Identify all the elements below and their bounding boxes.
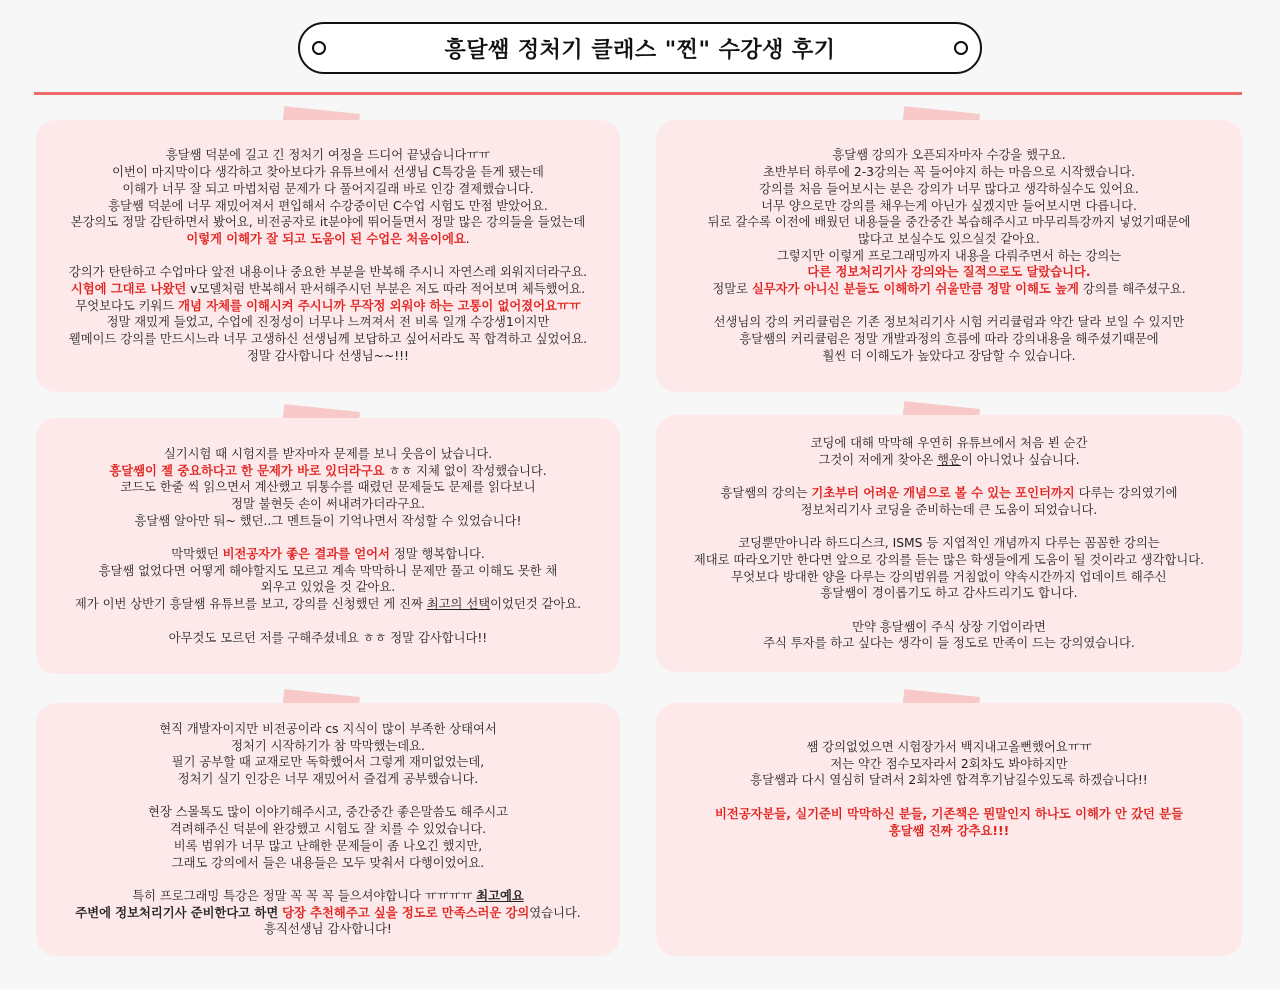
review-text: v모델처럼 반복해서 판서해주시던 부분은 저도 따라 적어보며 체득했어요. <box>186 282 586 297</box>
review-text: 강의가 탄탄하고 수업마다 앞전 내용이나 중요한 부분을 반복해 주시니 자연스레 외워지더라구요. <box>68 265 588 280</box>
highlight-text: 다른 정보처리기사 강의와는 질적으로도 달랐습니다. <box>807 265 1091 280</box>
review-line <box>108 198 548 215</box>
review-text: 정말 재밌게 들었고, 수업에 진정성이 너무나 느껴져서 전 비록 일개 수강생1이지만 <box>106 315 550 330</box>
review-line <box>852 619 1046 636</box>
review-line <box>166 147 490 164</box>
review-line <box>261 579 395 596</box>
review-line <box>763 635 1135 652</box>
review-line <box>832 147 1065 164</box>
review-line <box>811 435 1088 452</box>
review-line <box>135 513 522 530</box>
review-text: 정말 불현듯 손이 써내려가더라구요. <box>231 496 425 511</box>
review-text: 흥달쌤과 다시 열심히 달려서 2회차엔 합격후기남길수있도록 하겠습니다!! <box>750 773 1148 788</box>
review-line <box>171 546 485 563</box>
review-text: 웰메이드 강의를 만드시느라 너무 고생하신 선생님께 보답하고 싶어서라도 꼭 합격하고 싶었어요. <box>68 332 588 347</box>
review-line <box>69 264 587 281</box>
highlight-text: 비전공자분들, 실기준비 막막하신 분들, 기존책은 뭔말인지 하나도 이해가 안 갔던 분들 <box>715 806 1183 821</box>
review-text: 강의를 해주셨구요. <box>1078 282 1186 297</box>
review-text: 만약 흥달쌤이 주식 상장 기업이라면 <box>852 619 1046 634</box>
review-line <box>120 479 535 496</box>
review-card <box>36 120 620 392</box>
review-line <box>777 248 1121 265</box>
review-line <box>807 739 1092 756</box>
review-text: 정말 행복합니다. <box>389 547 485 561</box>
review-line <box>172 855 484 872</box>
review-text: 특히 프로그래밍 특강은 정말 꼭 꼭 꼭 들으셔야합니다 ㅠㅠㅠㅠ <box>132 888 477 903</box>
review-text: 정말 감사합니다 선생님~~!!! <box>246 348 409 363</box>
review-line <box>71 214 586 231</box>
title-banner <box>298 22 982 74</box>
review-line <box>231 738 425 755</box>
review-line <box>174 838 482 855</box>
review-line <box>148 804 508 821</box>
review-line <box>71 281 585 298</box>
review-text: 제가 이번 상반기 흥달쌤 유튜브를 보고, 강의를 신청했던 게 진짜 <box>74 597 427 612</box>
review-text: 코딩에 대해 막막해 우연히 유튜브에서 처음 뵌 순간 <box>810 435 1088 450</box>
review-line <box>69 331 587 348</box>
review-line <box>107 314 550 331</box>
review-line <box>739 331 1158 348</box>
review-card <box>36 418 620 674</box>
review-text: 다루는 강의였기에 <box>1074 486 1178 501</box>
review-line <box>231 496 425 513</box>
review-text: 뒤로 갈수록 이전에 배웠던 내용들을 중간중간 복습해주시고 마무리특강까지 넣었기때문에 <box>707 215 1191 230</box>
review-line <box>164 446 492 463</box>
review-text: ㅎㅎ 지체 없이 작성했습니다. <box>384 463 547 478</box>
review-text: 흥달쌤 덕분에 길고 긴 정처기 여정을 드디어 끝냈습니다ㅠㅠ <box>165 148 491 163</box>
review-line <box>186 231 469 248</box>
review-line <box>818 452 1079 469</box>
title-divider <box>34 92 1242 95</box>
review-text: 그것이 저에게 찾아온 <box>818 452 938 467</box>
review-card <box>656 120 1242 392</box>
review-text: 그래도 강의에서 들은 내용들은 모두 맞춰서 다행이었어요. <box>171 855 485 870</box>
review-line <box>820 585 1077 602</box>
highlight-text: 시험에 그대로 나왔던 <box>70 282 187 297</box>
binder-ring-icon <box>954 41 968 55</box>
review-text: 였습니다. <box>529 905 581 920</box>
review-text: 이해가 너무 잘 되고 마법처럼 문제가 다 풀어지길래 바로 인강 결제했습니다. <box>122 181 534 196</box>
review-line <box>889 823 1009 840</box>
review-text: 막막했던 <box>171 547 223 561</box>
highlight-text: 기초부터 어려운 개념으로 볼 수 있는 포인터까지 <box>811 486 1075 501</box>
highlight-text: 당장 추천해주고 싶을 정도로 만족스러운 강의 <box>282 905 530 920</box>
review-text: 외우고 있었을 것 같아요. <box>260 580 396 595</box>
review-text: 주변에 정보처리기사 준비한다고 하면 <box>75 905 279 920</box>
review-text: 흥달쌤이 경이롭기도 하고 감사드리기도 합니다. <box>820 586 1078 601</box>
review-line <box>112 164 544 181</box>
review-line <box>715 806 1183 823</box>
review-line <box>738 535 1159 552</box>
review-text: 정처기 실기 인강은 너무 재밌어서 즐겁게 공부했습니다. <box>177 772 479 787</box>
review-text: 훨씬 더 이해도가 높았다고 장담할 수 있습니다. <box>822 348 1076 363</box>
review-text: 이었던것 같아요. <box>490 597 582 612</box>
review-text: 무엇보다 방대한 양을 다루는 강의범위를 거침없이 약속시간까지 업데이트 해주신 <box>731 569 1167 584</box>
review-text: 무엇보다도 키워드 <box>75 298 179 313</box>
review-text: 이 아니었나 싶습니다. <box>960 452 1080 467</box>
review-text: 정보처리기사 코딩을 준비하는데 큰 도움이 되었습니다. <box>800 502 1098 517</box>
review-line <box>708 214 1191 231</box>
review-line <box>822 348 1075 365</box>
review-line <box>858 231 1040 248</box>
review-text: 흥달쌤 없었다면 어떻게 해야할지도 모르고 계속 막막하니 문제만 풀고 이해도 못한 채 <box>98 563 558 578</box>
review-text: 최고예요 <box>476 888 524 903</box>
review-line <box>178 771 479 788</box>
review-text: . <box>465 231 470 246</box>
review-line <box>694 552 1204 569</box>
binder-ring-icon <box>312 41 326 55</box>
review-text: 흥달쌤의 커리큘럼은 정말 개발과정의 흐름에 따라 강의내용을 해주셨기때문에 <box>739 332 1159 347</box>
review-line <box>172 754 484 771</box>
review-line <box>159 721 497 738</box>
review-text: 아무것도 모르던 저를 구해주셨네요 ㅎㅎ 정말 감사합니다!! <box>168 630 488 645</box>
review-text: 그렇지만 이렇게 프로그래밍까지 내용을 다뤄주면서 하는 강의는 <box>776 248 1122 263</box>
review-line <box>170 821 486 838</box>
review-text: 제대로 따라오기만 한다면 앞으로 강의를 듣는 많은 학생들에게 도움이 될 것이라고 생각합니다. <box>693 552 1205 567</box>
review-line <box>714 314 1185 331</box>
review-text: 코드도 한줄 씩 읽으면서 계산했고 뒤통수를 때렸던 문제들도 문제를 읽다보니 <box>120 480 536 495</box>
review-text: 흥직선생님 감사합니다! <box>264 922 392 937</box>
review-line <box>807 264 1090 281</box>
page-title: 흥달쌤 정처기 클래스 "찐" 수강생 후기 <box>444 37 836 63</box>
review-line <box>763 164 1135 181</box>
review-line <box>750 772 1148 789</box>
review-text: 필기 공부할 때 교재로만 독학했어서 그렇게 재미없었는데, <box>171 755 485 770</box>
review-text: 본강의도 정말 감탄하면서 봤어요, 비전공자로 it분야에 뛰어들면서 정말 많은 강의들을 들었는데 <box>70 215 586 230</box>
review-line <box>75 298 580 315</box>
review-line <box>731 569 1166 586</box>
review-line <box>169 630 487 647</box>
highlight-text: 비전공자가 좋은 결과를 얻어서 <box>222 547 390 561</box>
review-text: 이번이 마지막이다 생각하고 찾아보다가 유튜브에서 선생님 C특강을 듣게 됐는데 <box>112 165 544 180</box>
review-line <box>830 756 1067 773</box>
review-text: 격려해주신 덕분에 완강했고 시험도 잘 치를 수 있었습니다. <box>169 822 487 837</box>
review-line <box>712 281 1185 298</box>
review-card <box>36 703 620 956</box>
review-text: 흥달쌤 강의가 오픈되자마자 수강을 했구요. <box>832 148 1066 163</box>
review-card <box>656 703 1242 956</box>
review-line <box>109 463 546 480</box>
review-line <box>801 502 1098 519</box>
review-text: 정처기 시작하기가 참 막막했는데요. <box>231 738 425 753</box>
review-text: 너무 양으로만 강의를 채우는게 아닌가 싶겠지만 들어보시면 다릅니다. <box>761 198 1137 213</box>
review-text: 강의를 처음 들어보시는 분은 강의가 너무 많다고 생각하실수도 있어요. <box>759 181 1139 196</box>
review-text: 선생님의 강의 커리큘럼은 기존 정보처리기사 시험 커리큘럼과 약간 달라 보일 수 있지만 <box>713 315 1185 330</box>
review-text: 흥달쌤의 강의는 <box>720 486 812 501</box>
highlight-text: 이렇게 이해가 잘 되고 도움이 된 수업은 처음이에요 <box>186 231 466 246</box>
review-text: 흥달쌤 덕분에 너무 재밌어져서 편입해서 수강중이던 C수업 시험도 만점 받았어요. <box>108 198 548 213</box>
review-text: 초반부터 하루에 2-3강의는 꼭 들어야지 하는 마음으로 시작했습니다. <box>762 165 1136 180</box>
review-card <box>656 415 1242 672</box>
highlight-text: 개념 자체를 이해시켜 주시니까 무작정 외워야 하는 고통이 없어졌어요ㅠㅠ <box>178 298 581 313</box>
highlight-text: 실무자가 아니신 분들도 이해하기 쉬울만큼 정말 이해도 높게 <box>751 282 1079 297</box>
review-line <box>759 181 1139 198</box>
review-text: 비록 범위가 너무 많고 난해한 문제들이 좀 나오긴 했지만, <box>173 838 483 853</box>
review-text: 정말로 <box>712 282 752 297</box>
review-line <box>264 921 392 938</box>
review-text: 많다고 보실수도 있으실것 같아요. <box>858 231 1040 246</box>
review-text: 실기시험 때 시험지를 받자마자 문제를 보니 웃음이 났습니다. <box>163 446 493 461</box>
review-line <box>122 181 533 198</box>
review-text: 행운 <box>937 452 961 467</box>
highlight-text: 흥달쌤 진짜 강추요!!! <box>888 823 1010 838</box>
review-text: 코딩뿐만아니라 하드디스크, ISMS 등 지엽적인 개념까지 다루는 꼼꼼한 강의는 <box>738 536 1160 551</box>
review-text: 흥달쌤 알아만 둬~ 했던..그 멘트들이 기억나면서 작성할 수 있었습니다! <box>134 513 522 528</box>
review-line <box>761 198 1137 215</box>
review-text: 쌤 강의없었으면 시험장가서 백지내고올뻔했어요ㅠㅠ <box>806 740 1092 754</box>
review-line <box>247 348 409 365</box>
review-text: 현장 스몰톡도 많이 이야기해주시고, 중간중간 좋은말씀도 해주시고 <box>148 805 508 820</box>
review-text: 주식 투자를 하고 싶다는 생각이 들 정도로 만족이 드는 강의였습니다. <box>763 636 1135 651</box>
review-line <box>720 485 1177 502</box>
review-line <box>99 563 558 580</box>
review-line <box>75 596 581 613</box>
review-text: 최고의 선택 <box>426 597 491 612</box>
review-line <box>75 905 580 922</box>
review-text: 저는 약간 점수모자라서 2회차도 봐야하지만 <box>830 756 1068 771</box>
highlight-text: 흥달쌤이 젤 중요하다고 한 문제가 바로 있더라구요 <box>109 463 385 478</box>
review-text: 현직 개발자이지만 비전공이라 cs 지식이 많이 부족한 상태여서 <box>159 721 497 736</box>
review-line <box>132 888 524 905</box>
